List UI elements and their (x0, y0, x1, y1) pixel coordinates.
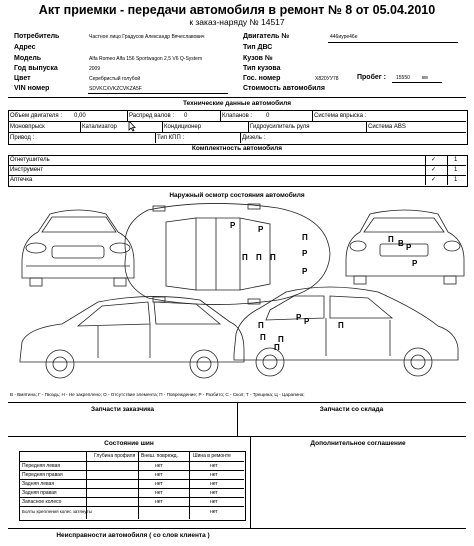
car-diagram (8, 200, 468, 388)
damage-mark: Р (304, 317, 310, 326)
car-right-side-view (234, 287, 458, 376)
color-value: Серебристый голубой (89, 76, 141, 82)
vin-label: VIN номер (14, 85, 50, 92)
equipment-qty: 1 (454, 157, 458, 163)
vin-value: SDVKCXVKZCVKZA5F (89, 86, 142, 92)
tire-row-damage: нет (155, 472, 163, 478)
valves-label: Клапанов : (222, 113, 253, 119)
equipment-check: ✓ (431, 157, 437, 163)
injection-label: Система впрыска : (314, 113, 367, 119)
model-label: Модель (14, 55, 42, 62)
mileage-value: 15550 (396, 75, 410, 81)
tire-row-repair: нет (210, 472, 218, 478)
faults-heading: Неисправности автомобиля ( со слов клиента ) (56, 532, 210, 539)
plate-label: Гос. номер (243, 75, 281, 82)
drive-label: Привод : (10, 135, 35, 141)
damage-legend: В - Вмятина; Г - Гвоздь; Н - Не закреплено; О - Отсутствие элемента; П - Повреждение; Р - Разбито; С - Скол; Т - Трещина; Ц - Царапина; (10, 392, 305, 397)
tires-col-repair: Шина в ремонте (193, 453, 231, 459)
damage-mark: Р (302, 267, 308, 276)
document-title: Акт приемки - передачи автомобиля в ремонт № 8 от 05.04.2010 (38, 3, 436, 17)
customer-label: Потребитель (14, 33, 60, 40)
inspection-heading: Наружный осмотр состояния автомобиля (169, 192, 305, 199)
damage-mark: П (242, 253, 248, 262)
damage-mark: П (274, 343, 280, 352)
agreement-heading: Дополнительное соглашение (310, 440, 406, 447)
monoinjection-option: Моновпрыск (10, 124, 45, 130)
damage-mark: В (398, 239, 404, 248)
equipment-item: Аптечка (10, 177, 33, 183)
tires-col-depth: Глубина профиля (94, 453, 136, 459)
camshafts-label: Распред валов : (129, 113, 174, 119)
mouse-cursor-icon (128, 121, 136, 132)
equipment-check: ✓ (431, 167, 437, 173)
aircon-option: Кондиционер (164, 124, 202, 130)
body-type-label: Тип кузова (243, 65, 281, 72)
car-front-view (22, 210, 134, 286)
camshafts-value: 0 (184, 113, 188, 119)
color-label: Цвет (14, 75, 31, 82)
customer-value: Частное лицо Градусов Александр Вячеславович (89, 34, 205, 40)
tires-col-damage: Внеш. поврежд. (141, 453, 178, 459)
car-rear-view (346, 210, 464, 284)
address-label: Адрес (14, 44, 36, 51)
diesel-label: Дизель : (242, 135, 266, 141)
tech-heading: Технические данные автомобиля (183, 100, 291, 107)
engine-volume-value: 0,00 (74, 113, 86, 119)
tire-row-repair: нет (210, 509, 218, 515)
year-value: 2009 (89, 66, 101, 72)
damage-mark: П (260, 333, 266, 342)
tire-row-repair: нет (210, 499, 218, 505)
tire-row-name: Задняя правая (22, 490, 57, 496)
tire-row-repair: нет (210, 463, 218, 469)
tire-row-damage: нет (155, 481, 163, 487)
equipment-item: Инструмент (10, 167, 44, 173)
gearbox-label: Тип КПП : (157, 135, 185, 141)
car-cost-label: Стоимость автомобиля (243, 85, 325, 92)
damage-mark: П (278, 335, 284, 344)
mileage-label: Пробег : (357, 74, 386, 81)
engine-volume-label: Объем двигателя : (10, 113, 62, 119)
equipment-qty: 1 (454, 167, 458, 173)
tire-row-damage: нет (155, 490, 163, 496)
equipment-item: Огнетушитель (10, 157, 50, 163)
damage-mark: П (258, 321, 264, 330)
tire-row-name: Болты крепления колес затянуты (22, 509, 92, 514)
damage-mark: П (388, 235, 394, 244)
damage-mark: Р (296, 313, 302, 322)
damage-mark: Р (258, 225, 264, 234)
order-subtitle: к заказ-наряду № 14517 (189, 17, 285, 27)
tire-row-repair: нет (210, 481, 218, 487)
customer-parts-heading: Запчасти заказчика (91, 406, 154, 413)
damage-mark: Р (406, 243, 412, 252)
mileage-unit: км (422, 75, 428, 81)
damage-mark: П (256, 253, 262, 262)
warehouse-parts-heading: Запчасти со склада (319, 406, 384, 413)
year-label: Год выпуска (14, 65, 58, 72)
model-value: Alfa Romeo Alfa 156 Sportwagon 2,5 V6 Q-System (89, 56, 203, 62)
damage-mark: П (302, 233, 308, 242)
abs-option: Система ABS (368, 124, 406, 130)
tire-row-name: Передняя левая (22, 463, 61, 469)
damage-mark: Р (230, 221, 236, 230)
power-steering-option: Гидроусилитель руля (250, 124, 310, 130)
plate-value: Х820УУ78 (315, 76, 339, 82)
catalyst-option: Катализатор (82, 124, 117, 130)
equipment-table (8, 155, 468, 187)
damage-mark: Р (302, 249, 308, 258)
tire-row-name: Запасное колесо (22, 499, 62, 505)
damage-mark: П (270, 253, 276, 262)
tire-row-name: Передняя правая (22, 472, 63, 478)
tire-row-name: Задняя левая (22, 481, 55, 487)
valves-value: 0 (266, 113, 270, 119)
tire-row-damage: нет (155, 463, 163, 469)
tire-row-damage: нет (155, 499, 163, 505)
engine-type-label: Тип ДВС (243, 44, 273, 51)
engine-no-value: 446иуре46е (330, 34, 358, 40)
tire-row-repair: нет (210, 490, 218, 496)
car-left-side-view (20, 296, 244, 378)
equipment-heading: Комплектность автомобиля (191, 145, 283, 152)
equipment-check: ✓ (431, 177, 437, 183)
equipment-qty: 1 (454, 177, 458, 183)
damage-mark: Р (412, 259, 418, 268)
damage-mark: П (338, 321, 344, 330)
tires-heading: Состояние шин (104, 440, 154, 447)
engine-no-label: Двигатель № (243, 33, 290, 40)
body-no-label: Кузов № (243, 55, 273, 62)
